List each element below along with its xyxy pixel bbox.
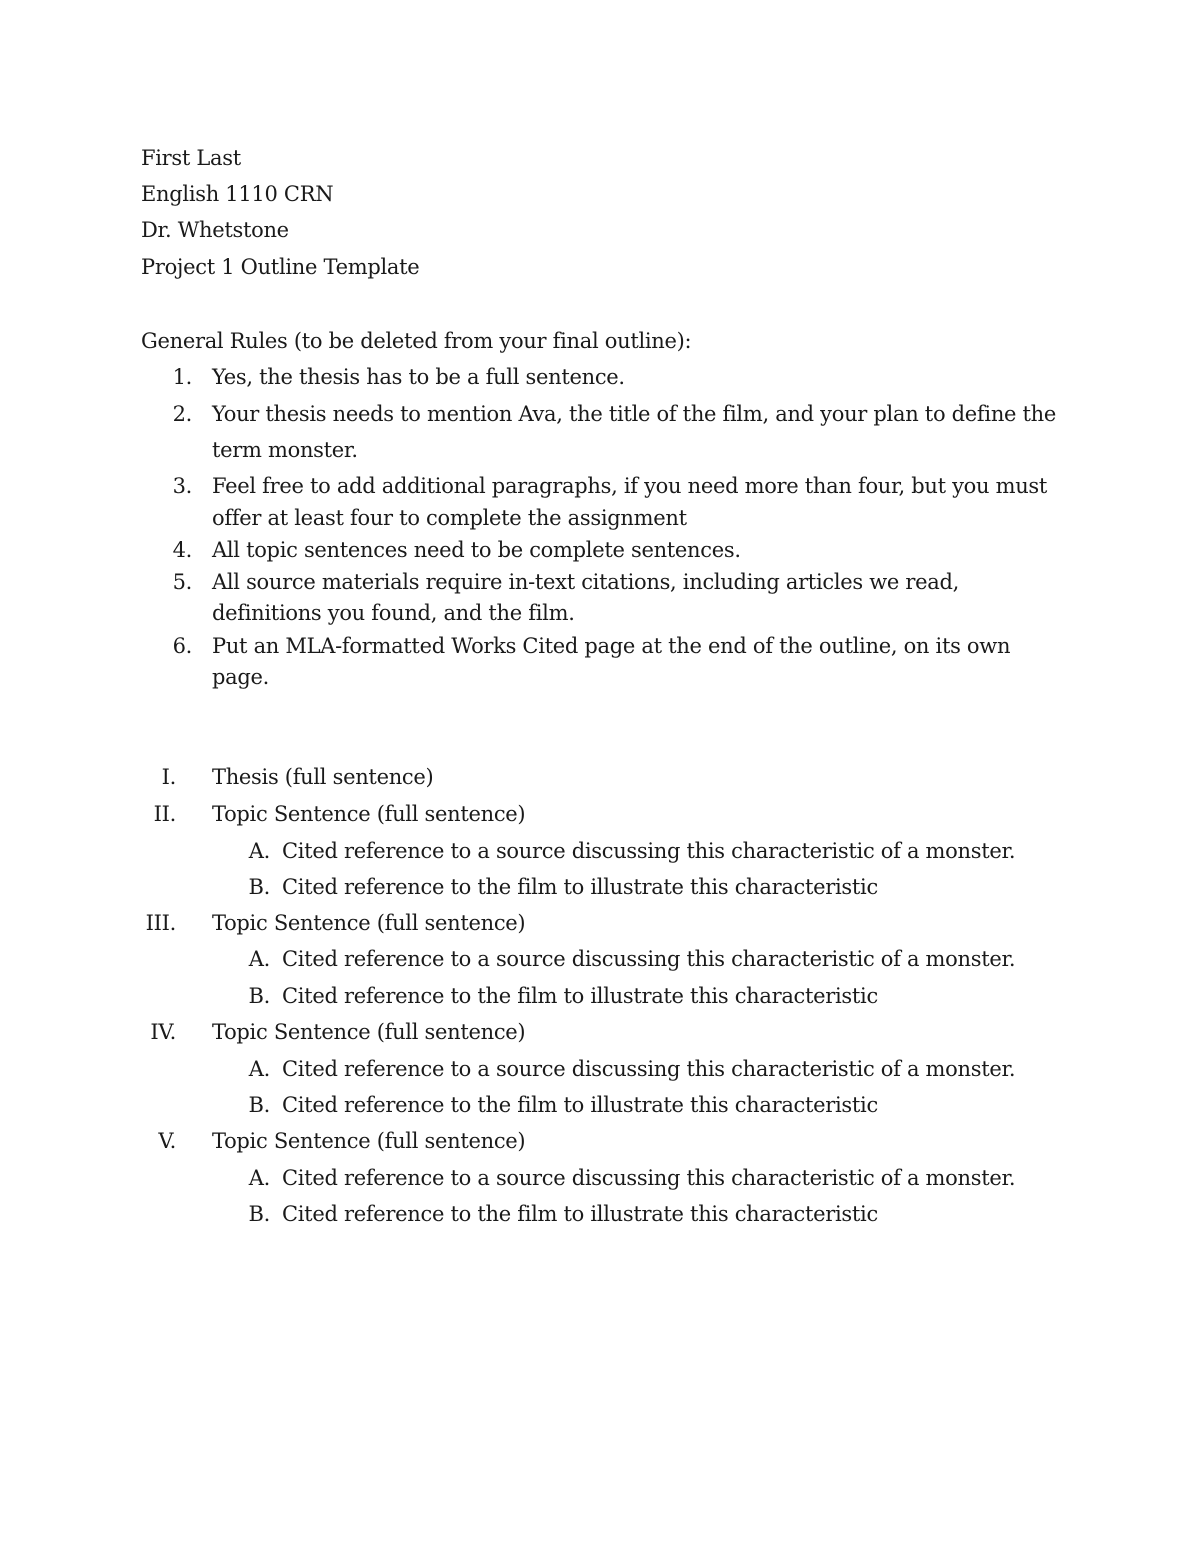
rule-text: All source materials require in-text citations, including articles we read, (212, 570, 960, 594)
outline-subpoint: Cited reference to the film to illustrate this characteristic (282, 1093, 878, 1117)
instructor-name: Dr. Whetstone (141, 218, 289, 242)
rule-number: 4. (172, 538, 192, 562)
course-name: English 1110 CRN (141, 182, 334, 206)
outline-subpoint: Cited reference to the film to illustrate this characteristic (282, 984, 878, 1008)
outline-subpoint: Cited reference to the film to illustrate this characteristic (282, 1202, 878, 1226)
outline-letter: B. (248, 1093, 270, 1117)
rule-text: Your thesis needs to mention Ava, the title of the film, and your plan to define the (212, 402, 1057, 426)
rule-number: 6. (172, 634, 192, 658)
outline-numeral: V. (158, 1129, 176, 1153)
outline-heading: Topic Sentence (full sentence) (212, 1020, 526, 1044)
outline-subpoint: Cited reference to a source discussing this characteristic of a monster. (282, 1057, 1016, 1081)
outline-letter: B. (248, 984, 270, 1008)
outline-subpoint: Cited reference to a source discussing this characteristic of a monster. (282, 947, 1016, 971)
outline-letter: A. (248, 1166, 270, 1190)
student-name: First Last (141, 146, 241, 170)
outline-heading: Thesis (full sentence) (212, 765, 434, 789)
outline-subpoint: Cited reference to the film to illustrate this characteristic (282, 875, 878, 899)
outline-letter: A. (248, 839, 270, 863)
outline-numeral: I. (161, 765, 176, 789)
rule-text: All topic sentences need to be complete sentences. (212, 538, 741, 562)
outline-heading: Topic Sentence (full sentence) (212, 1129, 526, 1153)
rule-text: Put an MLA-formatted Works Cited page at the end of the outline, on its own (212, 634, 1011, 658)
rule-number: 2. (172, 402, 192, 426)
rule-text-continued: term monster. (212, 438, 358, 462)
rule-number: 5. (172, 570, 192, 594)
rule-text-continued: page. (212, 665, 270, 689)
outline-numeral: III. (145, 911, 176, 935)
rule-text: Yes, the thesis has to be a full sentence. (212, 365, 625, 389)
outline-subpoint: Cited reference to a source discussing this characteristic of a monster. (282, 1166, 1016, 1190)
rule-text: Feel free to add additional paragraphs, if you need more than four, but you must (212, 474, 1048, 498)
outline-numeral: II. (153, 802, 176, 826)
outline-heading: Topic Sentence (full sentence) (212, 911, 526, 935)
rules-heading: General Rules (to be deleted from your final outline): (141, 329, 692, 353)
outline-letter: A. (248, 1057, 270, 1081)
outline-letter: B. (248, 1202, 270, 1226)
rule-text-continued: definitions you found, and the film. (212, 601, 575, 625)
outline-letter: B. (248, 875, 270, 899)
outline-subpoint: Cited reference to a source discussing this characteristic of a monster. (282, 839, 1016, 863)
rule-number: 1. (172, 365, 192, 389)
rule-number: 3. (172, 474, 192, 498)
assignment-title: Project 1 Outline Template (141, 255, 420, 279)
outline-numeral: IV. (150, 1020, 176, 1044)
rule-text-continued: offer at least four to complete the assignment (212, 506, 687, 530)
outline-letter: A. (248, 947, 270, 971)
outline-heading: Topic Sentence (full sentence) (212, 802, 526, 826)
